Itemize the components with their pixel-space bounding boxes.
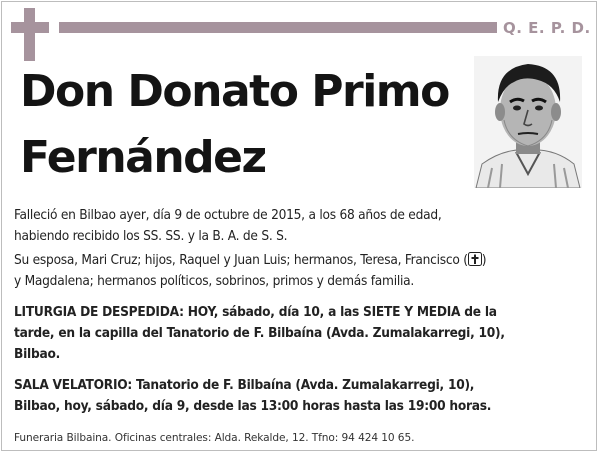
header-rule <box>59 22 497 33</box>
text-line: y Magdalena; hermanos políticos, sobrinos, primos y demás familia. <box>14 273 415 289</box>
text-line: SALA VELATORIO: Tanatorio de F. Bilbaína (Avda. Zumalakarregi, 10), <box>14 377 475 393</box>
portrait-photo <box>474 56 582 188</box>
liturgy-paragraph <box>14 302 589 365</box>
family-paragraph <box>14 250 589 292</box>
cross-icon-vertical <box>24 8 35 61</box>
cross-icon <box>468 252 482 266</box>
deceased-name-line1: Don Donato Primo <box>20 66 449 117</box>
funeral-home-footer: Funeraria Bilbaina. Oficinas centrales: Alda. Rekalde, 12. Tfno: 94 424 10 65. <box>14 432 415 444</box>
cross-icon-horizontal <box>11 22 49 33</box>
text-line: Falleció en Bilbao ayer, día 9 de octubre de 2015, a los 68 años de edad, <box>14 207 442 223</box>
portrait-photo-icon <box>474 56 582 188</box>
deceased-name-line2: Fernández <box>20 132 266 183</box>
text-line <box>14 250 589 271</box>
text-fragment: Su esposa, Mari Cruz; hijos, Raquel y Juan Luis; hermanos, Teresa, Francisco ( <box>14 252 468 268</box>
text-line: LITURGIA DE DESPEDIDA: HOY, sábado, día 10, a las SIETE Y MEDIA de la <box>14 304 497 320</box>
text-line: Bilbao. <box>14 346 61 362</box>
text-line: tarde, en la capilla del Tanatorio de F. Bilbaína (Avda. Zumalakarregi, 10), <box>14 325 505 341</box>
text-line: Bilbao, hoy, sábado, día 9, desde las 13:00 horas hasta las 19:00 horas. <box>14 398 492 414</box>
text-fragment: ) <box>481 252 487 268</box>
qepd-label: Q. E. P. D. <box>503 19 591 37</box>
wake-room-paragraph <box>14 375 589 417</box>
text-line: habiendo recibido los SS. SS. y la B. A. de S. S. <box>14 228 288 244</box>
death-notice-paragraph <box>14 205 589 247</box>
